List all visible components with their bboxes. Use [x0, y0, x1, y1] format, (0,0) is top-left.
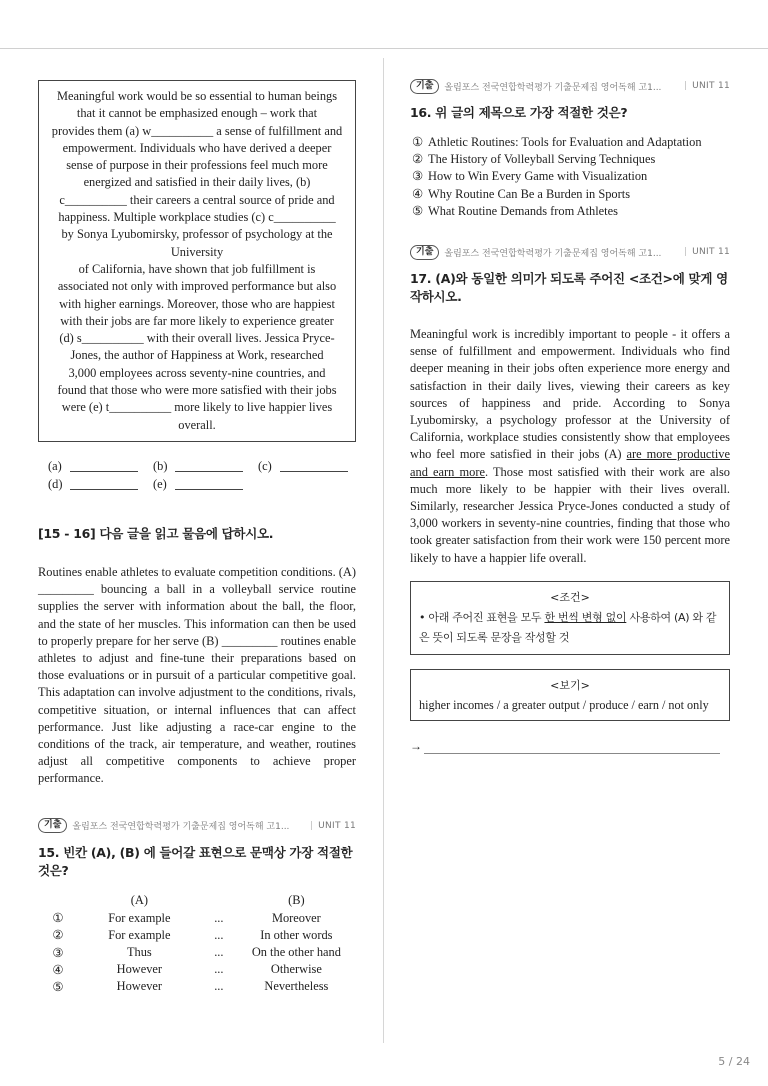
blank-e[interactable]	[143, 477, 248, 492]
answer-table	[38, 892, 356, 996]
passage-box-1	[38, 80, 356, 442]
blank-b[interactable]	[143, 459, 248, 474]
meaningful-work-passage: Meaningful work is incredibly important to people - it offers a sense of fulfillment and empowerment. Individuals who find deeper meaning in their jobs often experience more energy and satisfaction in their daily lives, viewing their careers as key sources of happiness and pride. According to Sonya Lyubomirsky, a psychology professor at the University of California, workplace studies consistently show that employees who feel more satisfied in their jobs (A) are more productive and earn more. Those most satisfied with their work are also much more likely to be happier with their lives overall. Similarly, researcher Jessica Pryce-Jones conducted a study of 3,000 workers in seventy-nine countries, finding that those who took greater satisfaction from their work were 150 percent more likely to have a happier life overall.	[410, 327, 730, 565]
column-divider	[383, 58, 384, 1043]
question-title: 16. 위 글의 제목으로 가장 적절한 것은?	[410, 105, 628, 120]
answer-option-4[interactable]	[38, 961, 356, 978]
routine-passage: Routines enable athletes to evaluate competition conditions. (A) _________ bouncing a ball in a volleyball service routine supplies the server with information about the ball, the floor, and the state of her muscles. This information can then be used to properly prepare for her serve (B) _________ routines enable athletes to adjust and fine-tune their preparations based on those evaluations or in pursuit of a particular competitive goal. This adaptation can involve adjustment to the conditions, rivals, competitive situation, or internal influences that can affect performance. Just like adjusting a race-car engine to the conditions of the track, air temperature, and weather, routines adjust all competitive components to achieve proper performance.	[38, 564, 356, 786]
option-dots: ...	[214, 945, 224, 960]
source-title: 올림포스 전국연합학력평가 기출문제집 영어독해 고1...	[444, 248, 662, 259]
choice-text: What Routine Demands from Athletes	[428, 203, 618, 218]
choice-number: ⑤	[412, 203, 424, 218]
question-meta	[410, 244, 730, 260]
option-num: ④	[52, 962, 64, 977]
option-dots: ...	[214, 910, 224, 925]
passage-line: associated not only with improved performance but also	[57, 279, 337, 294]
choice-number: ④	[412, 186, 424, 201]
source-title: 올림포스 전국연합학력평가 기출문제집 영어독해 고1...	[444, 82, 662, 93]
passage-line: overall.	[178, 417, 216, 432]
section-heading: [15 - 16] 다음 글을 읽고 물음에 답하시오.	[38, 525, 274, 541]
meta-separator: |	[310, 820, 314, 831]
option-dots: ...	[214, 927, 224, 942]
example-text: higher incomes / a greater output / produce / earn / not only	[419, 697, 709, 712]
condition-box	[410, 581, 730, 655]
question-15	[38, 818, 356, 996]
meta-separator: |	[684, 247, 688, 258]
choice-number: ①	[412, 135, 424, 149]
option-b: In other words	[260, 927, 333, 942]
passage-line: of California, have shown that job fulfillment is	[78, 261, 316, 276]
blank-label: (e)	[153, 477, 167, 492]
question-16	[410, 78, 730, 220]
passage-line: energized and satisfied in their daily lives, (b)	[83, 175, 311, 190]
question-meta	[38, 818, 356, 834]
blank-a[interactable]	[38, 459, 143, 474]
passage-line: sense of purpose in their professions feel much more	[66, 158, 328, 173]
option-num: ①	[52, 911, 64, 926]
question-17	[410, 244, 730, 754]
choice-1[interactable]	[412, 134, 730, 151]
blank-c[interactable]	[248, 459, 353, 474]
choice-text: Why Routine Can Be a Burden in Sports	[428, 186, 631, 201]
choice-2[interactable]	[412, 151, 730, 168]
passage-line: happiness. Multiple workplace studies (c) c__________	[58, 210, 336, 225]
passage-line: provides them (a) w__________ a sense of fulfillment and	[51, 123, 343, 138]
passage-line: were (e) t__________ more likely to live happier lives	[61, 400, 333, 415]
meta-separator: |	[684, 81, 688, 91]
question-title: 15. 빈칸 (A), (B) 에 들어갈 표현으로 문맥상 가장 적절한 것은?	[38, 844, 353, 878]
option-a: However	[116, 979, 163, 994]
passage-line: found that those who were more satisfied with their jobs	[57, 383, 337, 398]
option-b: Nevertheless	[264, 979, 329, 994]
option-num: ⑤	[52, 979, 64, 994]
choice-4[interactable]	[412, 186, 730, 203]
option-num: ③	[52, 945, 64, 960]
example-box	[410, 669, 730, 721]
unit-label: UNIT 11	[692, 81, 730, 91]
blank-label: (c)	[258, 459, 272, 474]
source-badge: 기출	[410, 79, 439, 94]
example-title: <보기>	[550, 678, 590, 692]
source-badge: 기출	[410, 245, 439, 260]
passage-line: empowerment. Individuals who have derived a deeper	[62, 140, 332, 155]
choice-5[interactable]	[412, 203, 730, 220]
option-a: Thus	[126, 945, 152, 960]
passage-line: c__________ their careers a central source of pride and	[59, 192, 335, 207]
choice-list	[410, 134, 730, 220]
blank-d[interactable]	[38, 477, 143, 492]
option-b: On the other hand	[251, 945, 341, 960]
option-dots: ...	[214, 979, 224, 994]
answer-option-1[interactable]	[38, 910, 356, 927]
source-badge: 기출	[38, 818, 67, 833]
passage-line: (d) s__________ with their overall lives. Jessica Pryce-	[59, 331, 335, 346]
option-b: Otherwise	[270, 962, 322, 977]
column-header-a: (A)	[130, 893, 148, 908]
passage-line: Meaningful work would be so essential to human beings	[56, 89, 338, 103]
choice-text: Athletic Routines: Tools for Evaluation and Adaptation	[428, 135, 702, 149]
condition-text: • 아래 주어진 표현을 모두 한 번씩 변형 없이 사용하여 (A) 와 같은 뜻이 되도록 문장을 작성할 것	[419, 610, 717, 644]
answer-option-5[interactable]	[38, 978, 356, 995]
choice-3[interactable]	[412, 168, 730, 185]
passage-line: that it cannot be emphasized enough – work that	[76, 106, 318, 121]
passage-line: Jones, the author of Happiness at Work, researched	[70, 348, 324, 363]
blank-label: (a)	[48, 459, 62, 474]
passage-line: by Sonya Lyubomirsky, professor of psychology at the	[61, 227, 333, 242]
choice-number: ②	[412, 152, 424, 167]
passage-line: 3,000 employees across seventy-nine countries, and	[68, 365, 326, 380]
column-header-b: (B)	[288, 893, 305, 908]
arrow-icon: →	[410, 738, 422, 753]
unit-label: UNIT 11	[692, 247, 730, 258]
blank-label: (d)	[48, 477, 63, 492]
left-column	[38, 80, 356, 996]
blank-label: (b)	[153, 459, 168, 474]
header-rule	[0, 48, 768, 49]
choice-number: ③	[412, 169, 424, 184]
blank-answer-grid	[38, 458, 356, 494]
passage-line: University	[170, 244, 224, 259]
option-a: For example	[108, 910, 171, 925]
passage-line: with their jobs are far more likely to experience greater	[60, 313, 334, 328]
passage-line: with higher earnings. Moreover, those who are happiest	[59, 296, 335, 311]
right-column	[410, 78, 730, 754]
option-b: Moreover	[271, 910, 321, 925]
option-dots: ...	[214, 962, 224, 977]
answer-line[interactable]	[410, 739, 730, 754]
condition-title: <조건>	[550, 590, 590, 604]
option-num: ②	[52, 928, 64, 943]
answer-option-2[interactable]	[38, 927, 356, 944]
question-title: 17. (A)와 동일한 의미가 되도록 주어진 <조건>에 맞게 영작하시오.	[410, 271, 728, 305]
answer-option-3[interactable]	[38, 944, 356, 961]
page-number: 5 / 24	[718, 1055, 750, 1068]
question-meta	[410, 78, 730, 94]
option-a: For example	[108, 927, 171, 942]
underlined-phrase-a: are more productive and earn more	[410, 447, 730, 479]
source-title: 올림포스 전국연합학력평가 기출문제집 영어독해 고1...	[72, 822, 290, 833]
choice-text: The History of Volleyball Serving Techniques	[428, 152, 656, 167]
unit-label: UNIT 11	[318, 820, 356, 831]
option-a: However	[116, 962, 163, 977]
choice-text: How to Win Every Game with Visualization	[428, 169, 648, 184]
